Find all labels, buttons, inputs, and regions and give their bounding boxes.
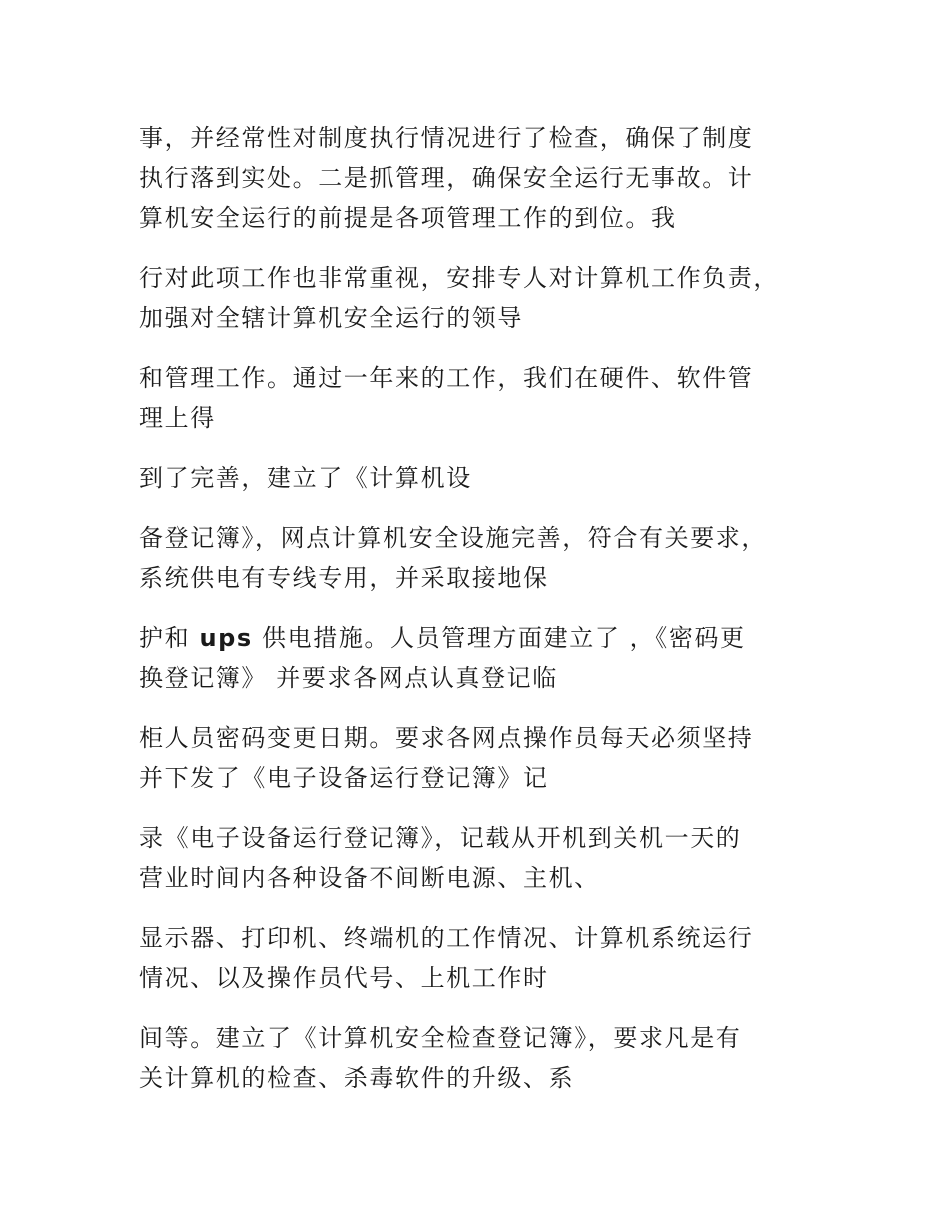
paragraph-6 [139, 618, 829, 698]
text-line: 录《电子设备运行登记簿》，记载从开机到关机一天的 [139, 824, 742, 852]
text-line: 加强对全辖计算机安全运行的领导 [139, 304, 523, 332]
paragraph-3 [139, 358, 829, 438]
paragraph-7 [139, 718, 829, 798]
text-line: 和管理工作。通过一年来的工作，我们在硬件、软件管 [139, 364, 754, 392]
text-line: 营业时间内各种设备不间断电源、主机、 [139, 864, 600, 892]
paragraph-2 [139, 258, 829, 338]
text-line: 到了完善，建立了《计算机设 [139, 464, 472, 492]
text-line: 关计算机的检查、杀毒软件的升级、系 [139, 1064, 575, 1092]
text-line: 系统供电有专线专用，并采取接地保 [139, 564, 549, 592]
text-line: 换登记簿》 并要求各网点认真登记临 [139, 664, 558, 692]
text-line: 间等。建立了《计算机安全检查登记簿》，要求凡是有 [139, 1024, 742, 1052]
text-line: 备登记簿》，网点计算机安全设施完善，符合有关要求， [139, 524, 767, 552]
paragraph-5 [139, 518, 829, 598]
text-line: 算机安全运行的前提是各项管理工作的到位。我 [139, 204, 677, 232]
paragraph-8 [139, 818, 829, 898]
text-run: 护和 [139, 624, 200, 652]
text-line: 并下发了《电子设备运行登记簿》记 [139, 764, 549, 792]
text-line: 理上得 [139, 404, 216, 432]
paragraph-1 [139, 118, 829, 238]
ups-term: ups [199, 624, 253, 652]
paragraph-9 [139, 918, 829, 998]
text-line: 事，并经常性对制度执行情况进行了检查，确保了制度 [139, 124, 754, 152]
paragraph-10 [139, 1018, 829, 1098]
text-run: 供电措施。人员管理方面建立了 ，《密码更 [252, 624, 746, 652]
text-line: 显示器、打印机、终端机的工作情况、计算机系统运行 [139, 924, 754, 952]
text-line [139, 618, 829, 658]
text-line: 柜人员密码变更日期。要求各网点操作员每天必须坚持 [139, 724, 754, 752]
document-body [139, 118, 829, 1118]
text-line: 执行落到实处。二是抓管理，确保安全运行无事故。计 [139, 164, 754, 192]
text-line: 行对此项工作也非常重视，安排专人对计算机工作负责， [139, 264, 779, 292]
text-line: 情况、以及操作员代号、上机工作时 [139, 964, 549, 992]
paragraph-4 [139, 458, 829, 498]
